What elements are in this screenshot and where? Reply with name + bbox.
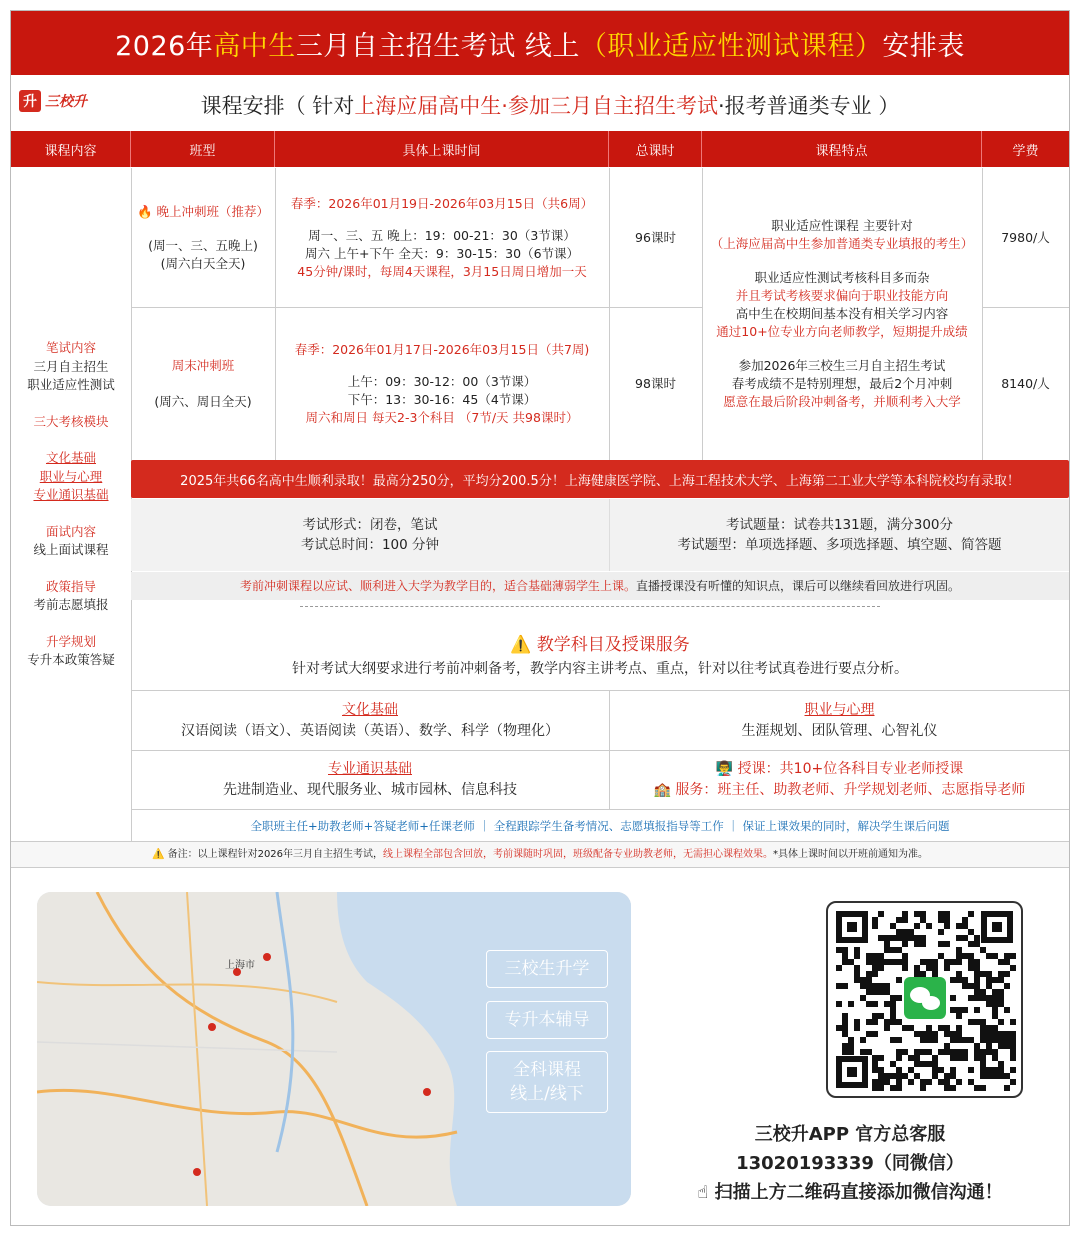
- service-line: 👨‍🏫 授课：共10+位各科目专业老师授课: [715, 761, 964, 777]
- schedule-note: 45分钟/课时，每周4天课程，3月15日周日增加一天: [297, 263, 587, 279]
- section-text: 考前志愿填报: [33, 597, 109, 613]
- exam-line: 考试题型：单项选择题、多项选择题、填空题、简答题: [677, 537, 1002, 553]
- subject-career: [610, 691, 1069, 750]
- tuition-fee: 7980/人: [1001, 229, 1050, 245]
- schedule-note: 周六和周日 每天2-3个科目 （7节/天 共98课时）: [305, 410, 579, 425]
- title-highlight: 高中生: [213, 30, 296, 62]
- subject-title: 职业与心理: [804, 701, 875, 718]
- shanghai-map: [37, 892, 631, 1206]
- map-tag-line: 线上/线下: [510, 1084, 584, 1104]
- contact-title: 三校升APP 官方总客服: [754, 1124, 946, 1145]
- subject-culture: [131, 691, 609, 750]
- section-text: 三月自主招生: [33, 358, 109, 374]
- contact-phone: 13020193339（同微信）: [736, 1153, 964, 1174]
- exam-line: 考试形式：闭卷，笔试: [302, 517, 438, 533]
- feature-highlight: 愿意在最后阶段冲刺备考，并顺利考入大学: [723, 394, 961, 409]
- subtitle-highlight: 上海应届高中生·参加三月自主招生考试: [354, 94, 718, 118]
- remark-text: *具体上课时间以开班前通知为准。: [773, 848, 929, 860]
- admission-banner: 2025年共66名高中生顺利录取！最高分250分，平均分200.5分！上海健康医学院、上海工程技术大学、上海第二工业大学等本科院校均有录取！: [131, 460, 1069, 498]
- col-header: 学费: [1012, 143, 1039, 159]
- remark-text: ⚠️ 备注：以上课程针对2026年三月自主招生考试，: [151, 848, 384, 860]
- feature-text: 职业适应性测试考核科目多而杂: [754, 270, 930, 285]
- map-city-label: 上海市: [225, 960, 255, 971]
- class-type-weekend: [131, 308, 275, 460]
- tuition-fee: 8140/人: [1001, 376, 1050, 391]
- service-footer: 全职班主任+助教老师+答疑老师+任课老师 ｜ 全程跟踪学生备考情况、志愿填报指导等工作 ｜ 保证上课效果的同时，解决学生课后问题: [250, 818, 950, 833]
- schedule-line: 下午：13：30-16：45（4节课）: [347, 392, 537, 407]
- exam-line: 考试题量：试卷共131题，满分300分: [725, 517, 954, 533]
- subject-title: 文化基础: [342, 701, 398, 718]
- course-content-column: [11, 168, 131, 841]
- section-title: 政策指导: [45, 578, 96, 594]
- class-days: (周六、周日全天): [154, 394, 252, 409]
- col-header: 课程特点: [702, 131, 982, 167]
- schedule-line: 周六 上午+下午 全天：9：30-15：30（6节课）: [304, 245, 580, 261]
- module-link: 文化基础: [45, 450, 96, 466]
- section-text: 职业适应性测试: [27, 377, 115, 393]
- season-range: 春季：2026年01月19日-2026年03月15日（共6周）: [290, 195, 594, 211]
- subject-body: 汉语阅读（语文）、英语阅读（英语）、数学、科学（物理化）: [181, 722, 559, 739]
- exam-questions: [610, 499, 1069, 571]
- notice-highlight: 考前冲刺课程以应试、顺利进入大学为教学目的，适合基础薄弱学生上课。: [239, 579, 636, 593]
- module-link: 专业通识基础: [33, 487, 109, 503]
- schedule-line: 上午：09：30-12：00（3节课）: [347, 374, 537, 389]
- subtitle-bar: [11, 80, 1069, 130]
- map-graphic: [37, 892, 631, 1206]
- brand-logo: [19, 90, 87, 112]
- col-header: 总课时: [609, 131, 702, 167]
- section-title: 笔试内容: [45, 340, 96, 356]
- schedule-evening: [275, 168, 609, 307]
- title-part: 2026年: [115, 30, 214, 62]
- divider: [11, 867, 1069, 868]
- dashed-divider: [300, 606, 880, 607]
- service-intro: [131, 626, 1069, 686]
- service-desc: 针对考试大纲要求进行考前冲刺备考，教学内容主讲考点、重点，针对以往考试真卷进行要点分析。: [292, 661, 908, 677]
- notice-text: 直播授课没有听懂的知识点，课后可以继续看回放进行巩固。: [636, 579, 961, 593]
- qr-pattern: [828, 903, 1021, 1096]
- feature-text: 职业适应性课程 主要针对: [771, 218, 913, 233]
- subtitle: [11, 90, 1069, 120]
- notice-bar: [131, 572, 1069, 600]
- feature-highlight: 并且考试考核要求偏向于职业技能方向: [735, 288, 949, 303]
- map-tag-line: 全科课程: [513, 1060, 581, 1080]
- subject-body: 先进制造业、现代服务业、城市园林、信息科技: [223, 782, 517, 798]
- teaching-service: [610, 751, 1069, 809]
- remark-highlight: 线上课程全部包含回放，考前课随时巩固，班级配备专业助教老师，无需担心课程效果。: [383, 848, 774, 860]
- wechat-qr-code[interactable]: [826, 901, 1023, 1098]
- section-title: 面试内容: [45, 523, 96, 539]
- page-title: [11, 11, 1069, 75]
- map-tag-upgrade: 专升本辅导: [486, 1001, 608, 1039]
- class-days: (周一、三、五晚上): [148, 237, 258, 253]
- col-header: 课程内容: [11, 131, 131, 167]
- course-features: [702, 168, 982, 460]
- feature-text: 参加2026年三校生三月自主招生考试: [738, 358, 946, 373]
- season-range: 春季：2026年01月17日-2026年03月15日（共7周): [294, 342, 590, 357]
- logo-text: 三校升: [45, 94, 87, 110]
- subject-title: 专业通识基础: [328, 761, 412, 777]
- total-hours: 96课时: [635, 229, 676, 245]
- feature-text: 高中生在校期间基本没有相关学习内容: [735, 306, 949, 321]
- map-tag-admission: 三校生升学: [486, 950, 608, 988]
- service-line: 🏫 服务：班主任、助教老师、升学规划老师、志愿指导老师: [653, 782, 1026, 798]
- contact-instruction: ☝ 扫描上方二维码直接添加微信沟通！: [697, 1182, 1003, 1203]
- service-title: ⚠️ 教学科目及授课服务: [510, 635, 690, 655]
- schedule-weekend: [275, 308, 609, 460]
- title-part: 安排表: [882, 30, 965, 62]
- feature-text: 春考成绩不是特别理想，最后2个月冲刺: [731, 376, 953, 391]
- class-type-evening: [131, 168, 275, 307]
- exam-format: [131, 499, 609, 571]
- col-header: 班型: [131, 131, 275, 167]
- schedule-line: 周一、三、五 晚上：19：00-21：30（3节课）: [308, 227, 576, 243]
- section-text: 线上面试课程: [33, 542, 109, 558]
- subject-general: [131, 751, 609, 809]
- section-title: 三大考核模块: [33, 413, 109, 429]
- table-header: [11, 131, 1069, 167]
- map-tag-courses: [486, 1051, 608, 1113]
- remark: [11, 842, 1069, 867]
- subtitle-part: ·报考普通类专业 ）: [718, 94, 900, 118]
- section-text: 专升本政策答疑: [27, 652, 115, 668]
- class-days: (周六白天全天): [160, 255, 246, 271]
- subtitle-part: 课程安排（ 针对: [200, 94, 355, 118]
- class-name: 🔥 晚上冲刺班（推荐）: [136, 203, 270, 219]
- col-header: 具体上课时间: [275, 131, 609, 167]
- section-title: 升学规划: [45, 633, 96, 649]
- logo-mark: 升: [19, 90, 41, 112]
- feature-highlight: （上海应届高中生参加普通类专业填报的考生）: [710, 236, 974, 251]
- title-highlight: （职业适应性测试课程）: [579, 30, 883, 62]
- module-link: 职业与心理: [39, 468, 103, 484]
- class-name: 周末冲刺班: [171, 358, 235, 373]
- title-part: 三月自主招生考试 线上: [295, 30, 580, 62]
- subject-body: 生涯规划、团队管理、心智礼仪: [741, 722, 938, 739]
- feature-highlight: 通过10+位专业方向老师教学，短期提升成绩: [716, 324, 968, 339]
- total-hours: 98课时: [635, 376, 676, 391]
- exam-line: 考试总时间：100 分钟: [300, 537, 440, 553]
